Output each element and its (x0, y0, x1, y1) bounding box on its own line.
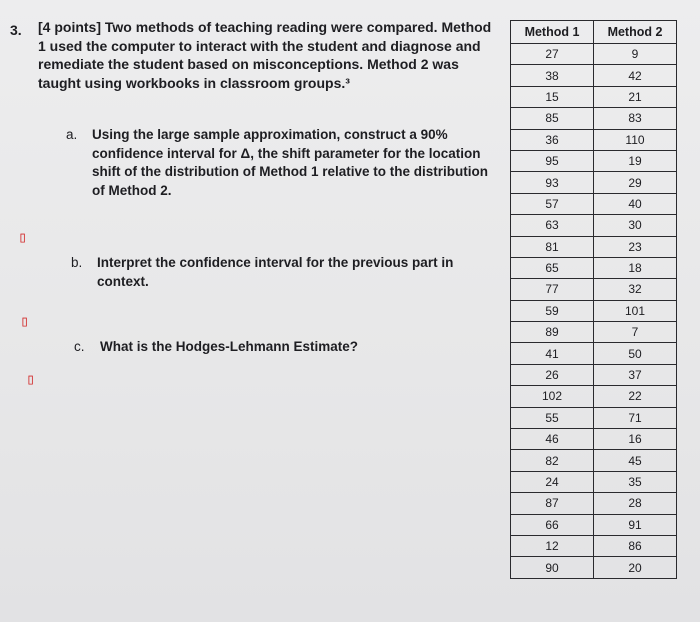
table-row (511, 450, 677, 471)
method-2-cell: 7 (594, 322, 677, 343)
table-row (511, 535, 677, 556)
table-row (511, 108, 677, 129)
table-row (511, 129, 677, 150)
part-a-text: Using the large sample approximation, construct a 90% confidence interval for Δ, the shift parameter for the location shift of the distribution of Method 1 relative to the distribution of Method 2. (92, 127, 488, 198)
method-2-cell: 30 (594, 215, 677, 236)
method-2-cell: 28 (594, 493, 677, 514)
method-1-cell: 93 (511, 172, 594, 193)
part-a (66, 126, 492, 200)
method-2-cell: 35 (594, 471, 677, 492)
missing-glyph-icon: ▯ (18, 228, 28, 246)
method-2-cell: 40 (594, 193, 677, 214)
method-1-cell: 15 (511, 86, 594, 107)
table-row (511, 343, 677, 364)
method-1-cell: 89 (511, 322, 594, 343)
table-row (511, 514, 677, 535)
table-row (511, 493, 677, 514)
method-2-cell: 42 (594, 65, 677, 86)
method-2-cell: 9 (594, 44, 677, 65)
method-1-cell: 24 (511, 471, 594, 492)
method-1-cell: 63 (511, 215, 594, 236)
method-1-cell: 57 (511, 193, 594, 214)
method-1-cell: 46 (511, 429, 594, 450)
method-1-cell: 77 (511, 279, 594, 300)
table-row (511, 44, 677, 65)
method-1-cell: 85 (511, 108, 594, 129)
part-b (71, 254, 467, 291)
missing-glyph-icon: ▯ (26, 370, 36, 388)
table-row (511, 279, 677, 300)
method-1-cell: 102 (511, 386, 594, 407)
method-1-cell: 41 (511, 343, 594, 364)
table-row (511, 407, 677, 428)
table-row (511, 557, 677, 578)
method-1-cell: 82 (511, 450, 594, 471)
table-row (511, 257, 677, 278)
method-2-cell: 29 (594, 172, 677, 193)
data-table (510, 20, 677, 579)
method-1-cell: 81 (511, 236, 594, 257)
table-row (511, 322, 677, 343)
method-2-cell: 91 (594, 514, 677, 535)
part-c (74, 338, 420, 357)
table-row (511, 429, 677, 450)
method-2-cell: 37 (594, 364, 677, 385)
table-row (511, 86, 677, 107)
method-1-cell: 87 (511, 493, 594, 514)
method-1-cell: 38 (511, 65, 594, 86)
method-1-cell: 95 (511, 150, 594, 171)
table-row (511, 386, 677, 407)
method-1-cell: 36 (511, 129, 594, 150)
question-number: 3. (10, 22, 22, 38)
method-2-cell: 32 (594, 279, 677, 300)
header-method-1: Method 1 (511, 21, 594, 44)
part-b-letter: b. (71, 255, 83, 270)
table-row (511, 215, 677, 236)
method-2-cell: 16 (594, 429, 677, 450)
table-row (511, 236, 677, 257)
table-row (511, 364, 677, 385)
part-c-letter: c. (74, 339, 85, 354)
table-row (511, 172, 677, 193)
method-2-cell: 101 (594, 300, 677, 321)
method-2-cell: 50 (594, 343, 677, 364)
header-method-2: Method 2 (594, 21, 677, 44)
method-2-cell: 83 (594, 108, 677, 129)
method-2-cell: 21 (594, 86, 677, 107)
table-row (511, 150, 677, 171)
table-header-row (511, 21, 677, 44)
question-text: [4 points] Two methods of teaching reading were compared. Method 1 used the computer to interact with the student and diagnose and remediate the student based on misconceptions. Method 2 was taught using workbooks in classroom groups.³ (38, 19, 492, 91)
part-a-letter: a. (66, 127, 78, 142)
method-2-cell: 45 (594, 450, 677, 471)
method-2-cell: 22 (594, 386, 677, 407)
method-1-cell: 27 (511, 44, 594, 65)
table-row (511, 65, 677, 86)
method-1-cell: 66 (511, 514, 594, 535)
method-1-cell: 65 (511, 257, 594, 278)
method-2-cell: 110 (594, 129, 677, 150)
method-2-cell: 23 (594, 236, 677, 257)
method-2-cell: 20 (594, 557, 677, 578)
missing-glyph-icon: ▯ (20, 312, 30, 330)
method-1-cell: 26 (511, 364, 594, 385)
method-1-cell: 90 (511, 557, 594, 578)
method-2-cell: 19 (594, 150, 677, 171)
method-1-cell: 55 (511, 407, 594, 428)
table-row (511, 300, 677, 321)
table-row (511, 193, 677, 214)
method-2-cell: 71 (594, 407, 677, 428)
method-2-cell: 18 (594, 257, 677, 278)
table-row (511, 471, 677, 492)
part-b-text: Interpret the confidence interval for the previous part in context. (97, 255, 454, 289)
method-1-cell: 59 (511, 300, 594, 321)
method-1-cell: 12 (511, 535, 594, 556)
method-2-cell: 86 (594, 535, 677, 556)
table-body (511, 44, 677, 579)
part-c-text: What is the Hodges-Lehmann Estimate? (100, 339, 359, 354)
